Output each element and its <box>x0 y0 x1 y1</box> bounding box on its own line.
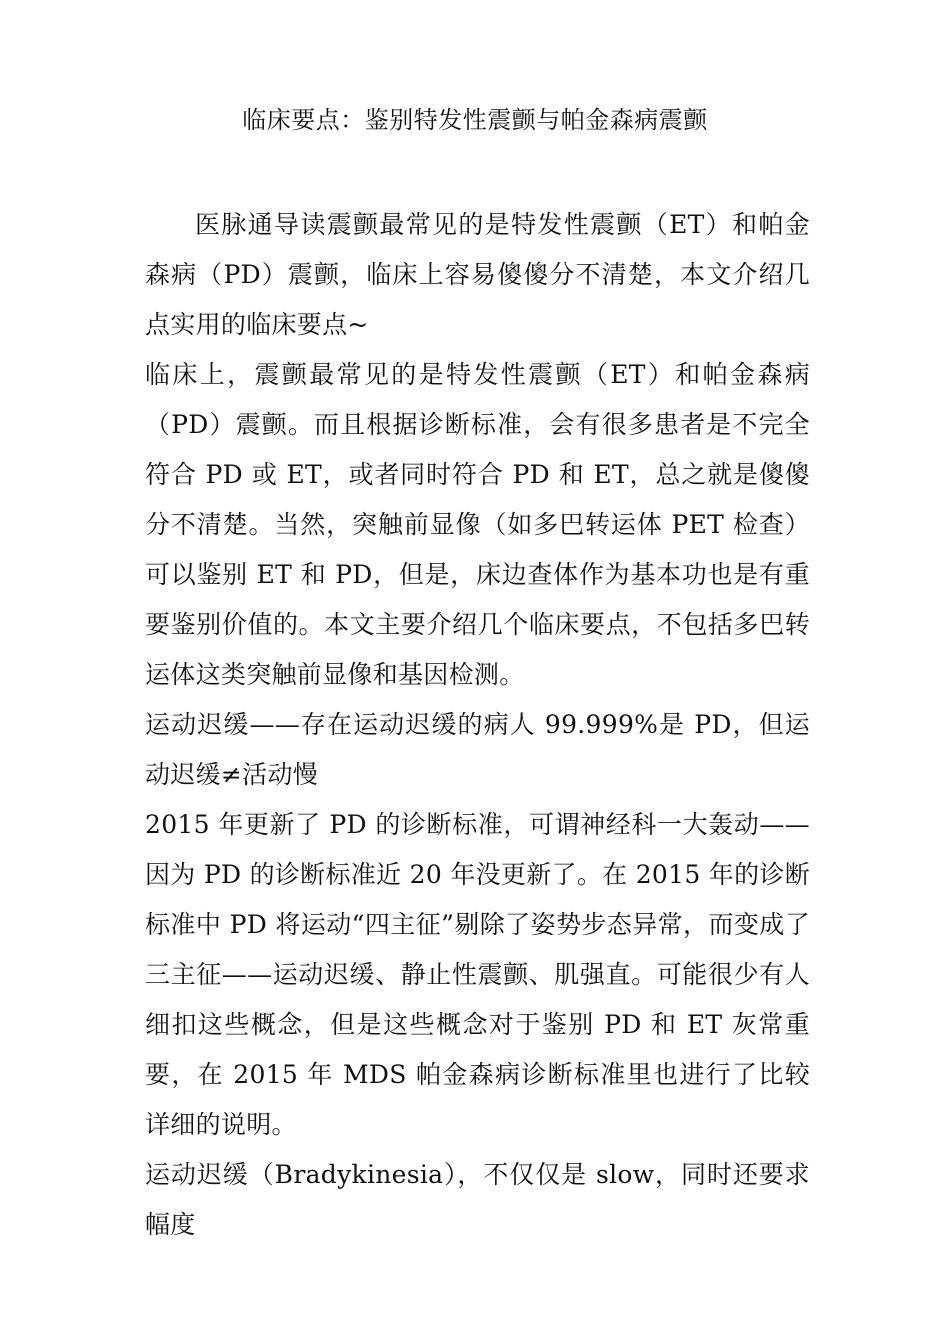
section-heading-bradykinesia: 运动迟缓——存在运动迟缓的病人 99.999%是 PD，但运动迟缓≠活动慢 <box>145 710 810 789</box>
document-body <box>145 200 810 1250</box>
intro-paragraph: 医脉通导读震颤最常见的是特发性震颤（ET）和帕金森病（PD）震颤，临床上容易傻傻分不清楚，本文介绍几点实用的临床要点~ <box>145 210 810 339</box>
document-title: 临床要点：鉴别特发性震颤与帕金森病震颤 <box>242 106 708 134</box>
body-paragraph: 运动迟缓（Bradykinesia），不仅仅是 slow，同时还要求幅度 <box>145 1160 810 1239</box>
body-paragraph: 临床上，震颤最常见的是特发性震颤（ET）和帕金森病（PD）震颤。而且根据诊断标准，会有很多患者是不完全符合 PD 或 ET，或者同时符合 PD 和 ET，总之就是傻傻分不清楚。当然，突触前显像（如多巴转运体 PET 检查）可以鉴别 ET 和 PD，但是，床边查体作为基本功也是有重要鉴别价值的。本文主要介绍几个临床要点，不包括多巴转运体这类突触前显像和基因检测。 <box>145 360 810 689</box>
body-paragraph: 2015 年更新了 PD 的诊断标准，可谓神经科一大轰动——因为 PD 的诊断标准近 20 年没更新了。在 2015 年的诊断标准中 PD 将运动“四主征”剔除了姿势步态异常，而变成了三主征——运动迟缓、静止性震颤、肌强直。可能很少有人细扣这些概念，但是这些概念对于鉴别 PD 和 ET 灰常重要，在 2015 年 MDS 帕金森病诊断标准里也进行了比较详细的说明。 <box>145 810 810 1139</box>
